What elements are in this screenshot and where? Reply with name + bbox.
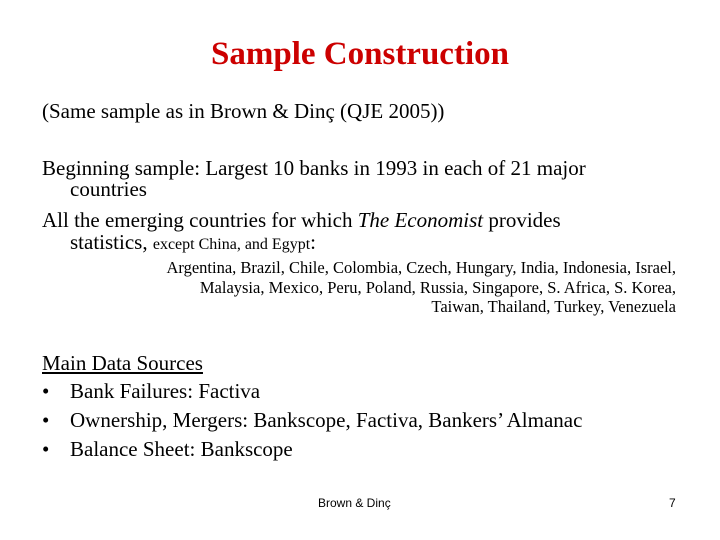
statistics-text: statistics, xyxy=(70,230,153,254)
bullet-icon: • xyxy=(42,437,50,461)
bullet-icon: • xyxy=(42,408,50,432)
list-item xyxy=(42,407,582,433)
bullet-icon: • xyxy=(42,379,50,403)
exception-note: except China, and Egypt xyxy=(152,236,311,253)
beginning-sample-line: Beginning sample: Largest 10 banks in 1993 in each of 21 major xyxy=(42,156,586,180)
emerging-countries-continuation xyxy=(70,229,316,258)
subtitle-text: (Same sample as in Brown & Dinç (QJE 2005)) xyxy=(42,99,445,123)
list-item xyxy=(42,436,293,462)
country-list-line: Malaysia, Mexico, Peru, Poland, Russia, Singapore, S. Africa, S. Korea, xyxy=(199,277,676,297)
colon-text: : xyxy=(310,230,316,254)
country-list-line: Argentina, Brazil, Chile, Colombia, Czech, Hungary, India, Indonesia, Israel, xyxy=(166,258,676,277)
list-item-label: Balance Sheet: Bankscope xyxy=(70,437,293,461)
slide-title: Sample Construction xyxy=(211,36,509,72)
country-list-line: Taiwan, Thailand, Turkey, Venezuela xyxy=(431,297,676,316)
emerging-prefix: All the emerging countries for which xyxy=(42,208,358,232)
list-item-label: Ownership, Mergers: Bankscope, Factiva, Bankers’ Almanac xyxy=(70,408,583,432)
beginning-sample-continuation: countries xyxy=(70,177,147,201)
list-item-label: Bank Failures: Factiva xyxy=(70,379,261,403)
page-number: 7 xyxy=(669,496,676,510)
list-item xyxy=(42,378,260,404)
economist-title: The Economist xyxy=(357,208,484,232)
emerging-suffix: provides xyxy=(483,208,561,232)
data-sources-heading: Main Data Sources xyxy=(42,351,203,375)
country-list xyxy=(166,258,676,317)
footer-author: Brown & Dinç xyxy=(318,496,391,510)
